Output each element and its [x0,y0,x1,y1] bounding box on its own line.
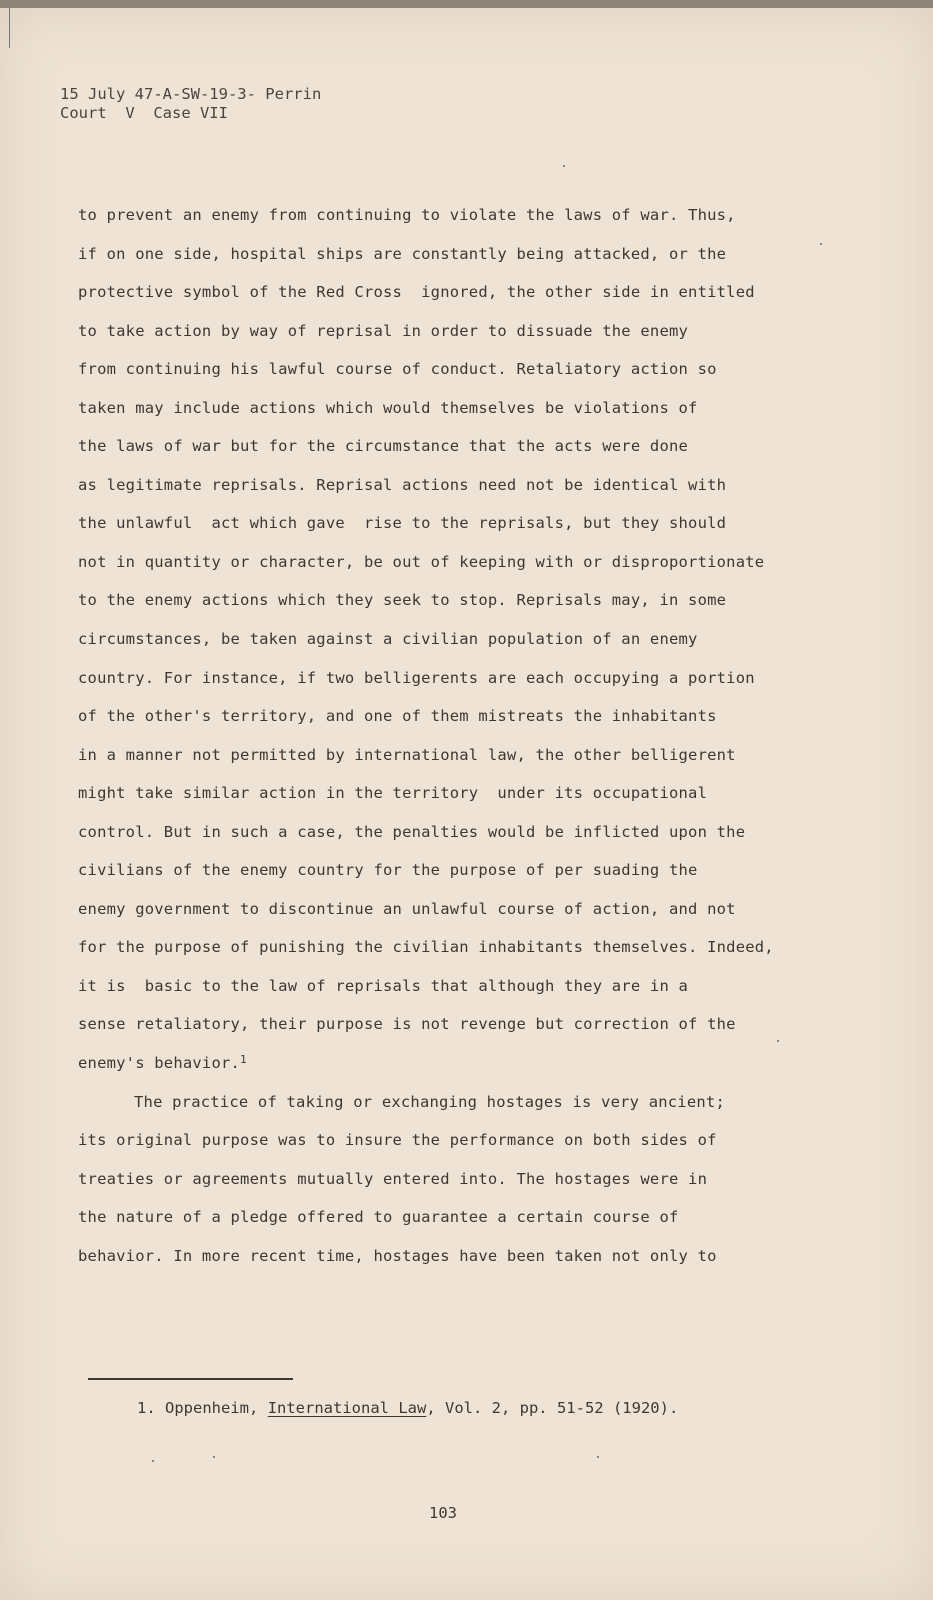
body-line: the unlawful act which gave rise to the reprisals, but they should [78,514,727,533]
body-line: might take similar action in the territory under its occupational [78,784,708,803]
footnote-details: , Vol. 2, pp. 51-52 (1920). [426,1399,679,1417]
scan-speck [213,1456,215,1458]
header-court-line: Court V Case VII [60,104,228,122]
paragraph-start-line: The practice of taking or exchanging hostages is very ancient; [134,1092,725,1111]
footnote [137,1398,678,1418]
body-line: its original purpose was to insure the performance on both sides of [78,1131,717,1150]
body-line: the laws of war but for the circumstance that the acts were done [78,437,689,456]
footnote-divider [88,1378,293,1380]
body-line: to the enemy actions which they seek to stop. Reprisals may, in some [78,591,727,610]
body-line: taken may include actions which would themselves be violations of [78,398,698,417]
body-text [78,196,818,1275]
body-line: from continuing his lawful course of conduct. Retaliatory action so [78,360,717,379]
body-line: for the purpose of punishing the civilian inhabitants themselves. Indeed, [78,938,774,957]
scan-speck [820,243,822,245]
body-line: as legitimate reprisals. Reprisal actions need not be identical with [78,475,727,494]
paragraph-end-line [78,1044,818,1083]
scan-speck [597,1456,599,1458]
footnote-author: Oppenheim, [165,1399,259,1417]
body-line: civilians of the enemy country for the purpose of per suading the [78,861,698,880]
scan-speck [563,165,565,167]
document-header [60,85,321,123]
footnote-number: 1. [137,1399,156,1417]
footnote-marker: 1 [240,1053,247,1067]
body-line: behavior. In more recent time, hostages have been taken not only to [78,1246,717,1265]
body-line: sense retaliatory, their purpose is not revenge but correction of the [78,1015,736,1034]
body-line: if on one side, hospital ships are constantly being attacked, or the [78,244,727,263]
body-line: to prevent an enemy from continuing to violate the laws of war. Thus, [78,206,736,224]
body-line: of the other's territory, and one of them mistreats the inhabitants [78,707,717,726]
body-line: the nature of a pledge offered to guarantee a certain course of [78,1208,679,1227]
footnote-title: International Law [267,1399,427,1417]
body-line: in a manner not permitted by international law, the other belligerent [78,745,736,764]
body-line: not in quantity or character, be out of keeping with or disproportionate [78,552,765,571]
body-line: it is basic to the law of reprisals that although they are in a [78,976,689,995]
scan-speck [777,1040,779,1042]
body-line: circumstances, be taken against a civilian population of an enemy [78,630,698,649]
page-number: 103 [429,1504,457,1522]
body-line: to take action by way of reprisal in order to dissuade the enemy [78,321,689,340]
scan-speck [152,1460,154,1462]
body-line: protective symbol of the Red Cross ignored, the other side in entitled [78,283,755,302]
page-crease [9,8,10,48]
body-line: country. For instance, if two belligerents are each occupying a portion [78,668,755,687]
body-line: control. But in such a case, the penalties would be inflicted upon the [78,822,746,841]
scanner-edge [0,0,933,8]
body-line: enemy government to discontinue an unlawful course of action, and not [78,899,736,918]
body-line: treaties or agreements mutually entered into. The hostages were in [78,1169,708,1188]
header-reference-line: 15 July 47-A-SW-19-3- Perrin [60,85,322,103]
body-line-text: enemy's behavior. [78,1054,241,1073]
